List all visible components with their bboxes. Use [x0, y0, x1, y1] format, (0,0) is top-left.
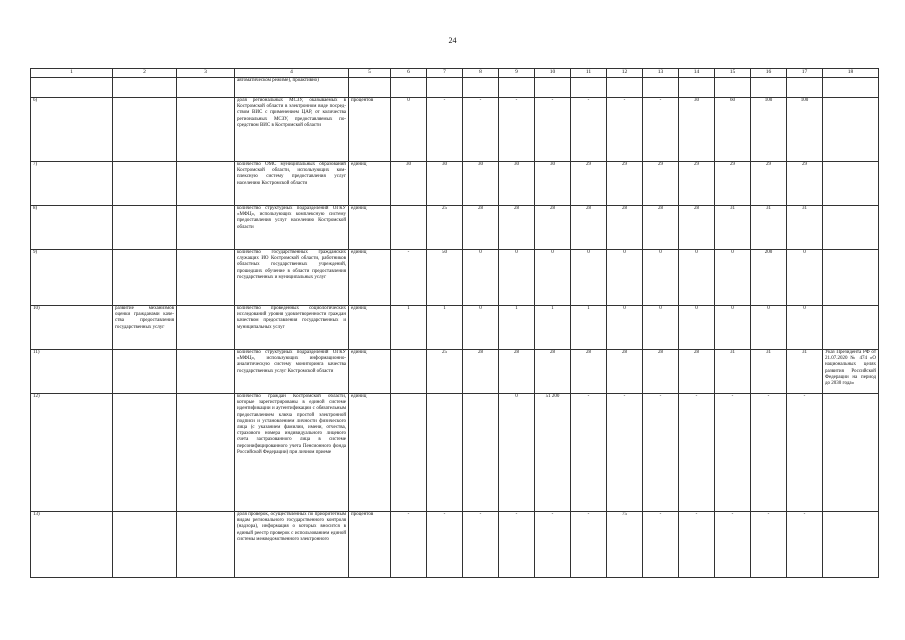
event-cell: [177, 394, 235, 512]
value-cell: 29: [607, 162, 643, 206]
value-cell: -: [535, 512, 571, 578]
indicator-name-cell: количество ОМС муниципальных образований Костромской области, использующих комплексную систему предоставления услуг населению Костромской области: [235, 162, 349, 206]
value-cell: -: [787, 512, 823, 578]
value-cell: [679, 78, 715, 98]
value-cell: -: [751, 394, 787, 512]
table-row: [31, 350, 879, 394]
event-cell: [177, 78, 235, 98]
column-header: 8: [463, 69, 499, 78]
unit-cell: единиц: [349, 206, 391, 250]
value-cell: 0: [787, 250, 823, 306]
row-index: [31, 78, 113, 98]
indicator-name-cell: доля региональных МСЗУ, оказываемых в Костромской области в электронном виде посредством ВИС с применением ЦАР, от количества региональных МСЗУ, предоставляемых посредством ВИС в Костромской области: [235, 98, 349, 162]
value-cell: [535, 78, 571, 98]
value-cell: -: [427, 98, 463, 162]
value-cell: 0: [715, 306, 751, 350]
event-cell: [177, 250, 235, 306]
task-cell: [113, 206, 177, 250]
value-cell: 30: [463, 162, 499, 206]
value-cell: -: [679, 512, 715, 578]
value-cell: -: [679, 394, 715, 512]
indicator-name-cell: количество проведенных социологических исследований уровня удовлетворенности граждан качеством предоставления государственных и муниципальных услуг: [235, 306, 349, 350]
value-cell: 200: [751, 250, 787, 306]
value-cell: 1: [535, 306, 571, 350]
source-cell: Указ Президента РФ от 21.07.2020 № 474 «О национальных целях развития Российской Федерации на период до 2030 года»: [823, 350, 879, 394]
value-cell: 29: [751, 162, 787, 206]
page-number: 24: [448, 36, 457, 45]
column-header: 12: [607, 69, 643, 78]
event-cell: [177, 350, 235, 394]
event-cell: [177, 306, 235, 350]
column-header: 6: [391, 69, 427, 78]
value-cell: 0: [391, 98, 427, 162]
event-cell: [177, 162, 235, 206]
value-cell: -: [607, 98, 643, 162]
value-cell: -: [571, 394, 607, 512]
indicator-name-cell: количество структурных подразделений ОГКУ «МФЦ», использующих комплексную систему предоставления услуг населению Костромской области: [235, 206, 349, 250]
value-cell: -: [427, 512, 463, 578]
value-cell: -: [571, 98, 607, 162]
value-cell: [391, 350, 427, 394]
source-cell: [823, 394, 879, 512]
value-cell: 28: [463, 350, 499, 394]
value-cell: -: [391, 512, 427, 578]
value-cell: 1: [427, 306, 463, 350]
value-cell: -: [463, 512, 499, 578]
value-cell: 0: [463, 250, 499, 306]
value-cell: [427, 78, 463, 98]
value-cell: [463, 394, 499, 512]
value-cell: -: [499, 98, 535, 162]
value-cell: 100: [751, 98, 787, 162]
indicators-table: [30, 68, 879, 578]
table-row: [31, 98, 879, 162]
column-header: 14: [679, 69, 715, 78]
value-cell: 28: [643, 350, 679, 394]
table-row: [31, 78, 879, 98]
value-cell: 31: [787, 206, 823, 250]
value-cell: 0: [535, 250, 571, 306]
value-cell: 29: [643, 162, 679, 206]
value-cell: 30: [679, 98, 715, 162]
value-cell: [571, 78, 607, 98]
value-cell: 0: [643, 250, 679, 306]
value-cell: 29: [679, 162, 715, 206]
task-cell: [113, 78, 177, 98]
source-cell: [823, 306, 879, 350]
value-cell: [463, 78, 499, 98]
value-cell: 1: [391, 306, 427, 350]
value-cell: 31: [751, 350, 787, 394]
value-cell: 28: [643, 206, 679, 250]
value-cell: 28: [679, 206, 715, 250]
value-cell: -: [715, 512, 751, 578]
value-cell: 28: [463, 206, 499, 250]
value-cell: 29: [571, 162, 607, 206]
value-cell: 25: [427, 206, 463, 250]
event-cell: [177, 98, 235, 162]
indicator-name-cell: автоматическом режиме), проактивно): [235, 78, 349, 98]
value-cell: [607, 78, 643, 98]
table-row: [31, 394, 879, 512]
value-cell: [787, 78, 823, 98]
value-cell: 0: [499, 250, 535, 306]
value-cell: 28: [679, 350, 715, 394]
indicator-name-cell: количество граждан Костромской области, которые зарегистрированы в единой системе идентификации и аутентификации с обязательным предоставлением ключа простой электронной подписи и установлением личности физического лица (с указанием фамилии, имени, отчества, страхового номера индивидуального лицевого счета застрахованного лица в системе персонифицированного учета Пенсионного фонда Российской Федерации) при личном приеме: [235, 394, 349, 512]
task-cell: [113, 512, 177, 578]
source-cell: [823, 78, 879, 98]
column-header: 11: [571, 69, 607, 78]
task-cell: [113, 350, 177, 394]
value-cell: 28: [571, 206, 607, 250]
value-cell: -: [391, 250, 427, 306]
value-cell: 28: [571, 350, 607, 394]
row-index: 7): [31, 162, 113, 206]
column-header: 16: [751, 69, 787, 78]
value-cell: 30: [499, 162, 535, 206]
table-row: [31, 306, 879, 350]
row-index: 8): [31, 206, 113, 250]
value-cell: 30: [535, 162, 571, 206]
value-cell: 0: [463, 306, 499, 350]
column-header: 2: [113, 69, 177, 78]
value-cell: 31: [787, 350, 823, 394]
value-cell: 31: [751, 206, 787, 250]
value-cell: 28: [499, 206, 535, 250]
value-cell: [751, 78, 787, 98]
task-cell: развитие механизмов оценки гражданами качества предоставления государственных услуг: [113, 306, 177, 350]
column-header: 15: [715, 69, 751, 78]
event-cell: [177, 206, 235, 250]
value-cell: 0: [787, 306, 823, 350]
column-header: 4: [235, 69, 349, 78]
source-cell: [823, 512, 879, 578]
table-row: [31, 512, 879, 578]
column-header: 17: [787, 69, 823, 78]
value-cell: 0: [499, 394, 535, 512]
unit-cell: единиц: [349, 394, 391, 512]
value-cell: 100: [787, 98, 823, 162]
table-row: [31, 162, 879, 206]
column-header-row: [31, 69, 879, 78]
row-index: 13): [31, 512, 113, 578]
value-cell: 75: [607, 512, 643, 578]
unit-cell: [349, 78, 391, 98]
value-cell: 60: [715, 98, 751, 162]
indicator-name-cell: доля проверок, осуществленных по приоритетным видам регионального государственного контроля (надзора), информация о которых вносится в единый реестр проверок с использованием единой системы межведомственного электронного: [235, 512, 349, 578]
column-header: 18: [823, 69, 879, 78]
value-cell: 50: [427, 250, 463, 306]
source-cell: [823, 162, 879, 206]
value-cell: -: [607, 394, 643, 512]
value-cell: 1: [571, 306, 607, 350]
value-cell: [715, 78, 751, 98]
value-cell: 0: [679, 306, 715, 350]
value-cell: -: [751, 512, 787, 578]
value-cell: 25: [427, 350, 463, 394]
indicator-name-cell: количество государственных гражданских служащих ИО Костромской области, работников областных государственных учреждений, прошедших обучение в области предоставления государственных и муниципальных услуг: [235, 250, 349, 306]
unit-cell: единиц: [349, 306, 391, 350]
event-cell: [177, 512, 235, 578]
value-cell: 31: [715, 350, 751, 394]
value-cell: 28: [607, 206, 643, 250]
column-header: 1: [31, 69, 113, 78]
value-cell: -: [463, 98, 499, 162]
value-cell: 29: [715, 162, 751, 206]
unit-cell: единиц: [349, 162, 391, 206]
unit-cell: процентов: [349, 512, 391, 578]
unit-cell: единиц: [349, 250, 391, 306]
value-cell: [391, 206, 427, 250]
value-cell: -: [715, 394, 751, 512]
value-cell: -: [571, 512, 607, 578]
value-cell: 28: [499, 350, 535, 394]
value-cell: 0: [643, 306, 679, 350]
column-header: 9: [499, 69, 535, 78]
row-index: 9): [31, 250, 113, 306]
table-row: [31, 250, 879, 306]
value-cell: 0: [607, 306, 643, 350]
value-cell: 1: [499, 306, 535, 350]
value-cell: [391, 394, 427, 512]
value-cell: [427, 394, 463, 512]
row-index: 12): [31, 394, 113, 512]
value-cell: -: [643, 98, 679, 162]
column-header: 10: [535, 69, 571, 78]
value-cell: 28: [607, 350, 643, 394]
value-cell: 29: [787, 162, 823, 206]
value-cell: 0: [607, 250, 643, 306]
value-cell: -: [787, 394, 823, 512]
value-cell: 28: [535, 206, 571, 250]
value-cell: 0: [679, 250, 715, 306]
value-cell: 28: [535, 350, 571, 394]
task-cell: [113, 250, 177, 306]
column-header: 7: [427, 69, 463, 78]
task-cell: [113, 98, 177, 162]
source-cell: [823, 206, 879, 250]
value-cell: 0: [715, 250, 751, 306]
value-cell: [499, 78, 535, 98]
value-cell: 30: [427, 162, 463, 206]
unit-cell: единиц: [349, 350, 391, 394]
task-cell: [113, 394, 177, 512]
source-cell: [823, 98, 879, 162]
value-cell: 0: [751, 306, 787, 350]
row-index: 11): [31, 350, 113, 394]
value-cell: 31: [715, 206, 751, 250]
value-cell: -: [535, 98, 571, 162]
value-cell: [643, 78, 679, 98]
row-index: 10): [31, 306, 113, 350]
value-cell: 51 200: [535, 394, 571, 512]
indicator-name-cell: количество структурных подразделений ОГКУ «МФЦ», использующих информационно-аналитическую систему мониторинга качества государственных услуг Костромской области: [235, 350, 349, 394]
task-cell: [113, 162, 177, 206]
value-cell: -: [643, 512, 679, 578]
value-cell: 0: [571, 250, 607, 306]
row-index: 6): [31, 98, 113, 162]
value-cell: [391, 78, 427, 98]
unit-cell: процентов: [349, 98, 391, 162]
column-header: 3: [177, 69, 235, 78]
value-cell: 30: [391, 162, 427, 206]
table-row: [31, 206, 879, 250]
column-header: 13: [643, 69, 679, 78]
value-cell: -: [499, 512, 535, 578]
source-cell: [823, 250, 879, 306]
column-header: 5: [349, 69, 391, 78]
value-cell: -: [643, 394, 679, 512]
